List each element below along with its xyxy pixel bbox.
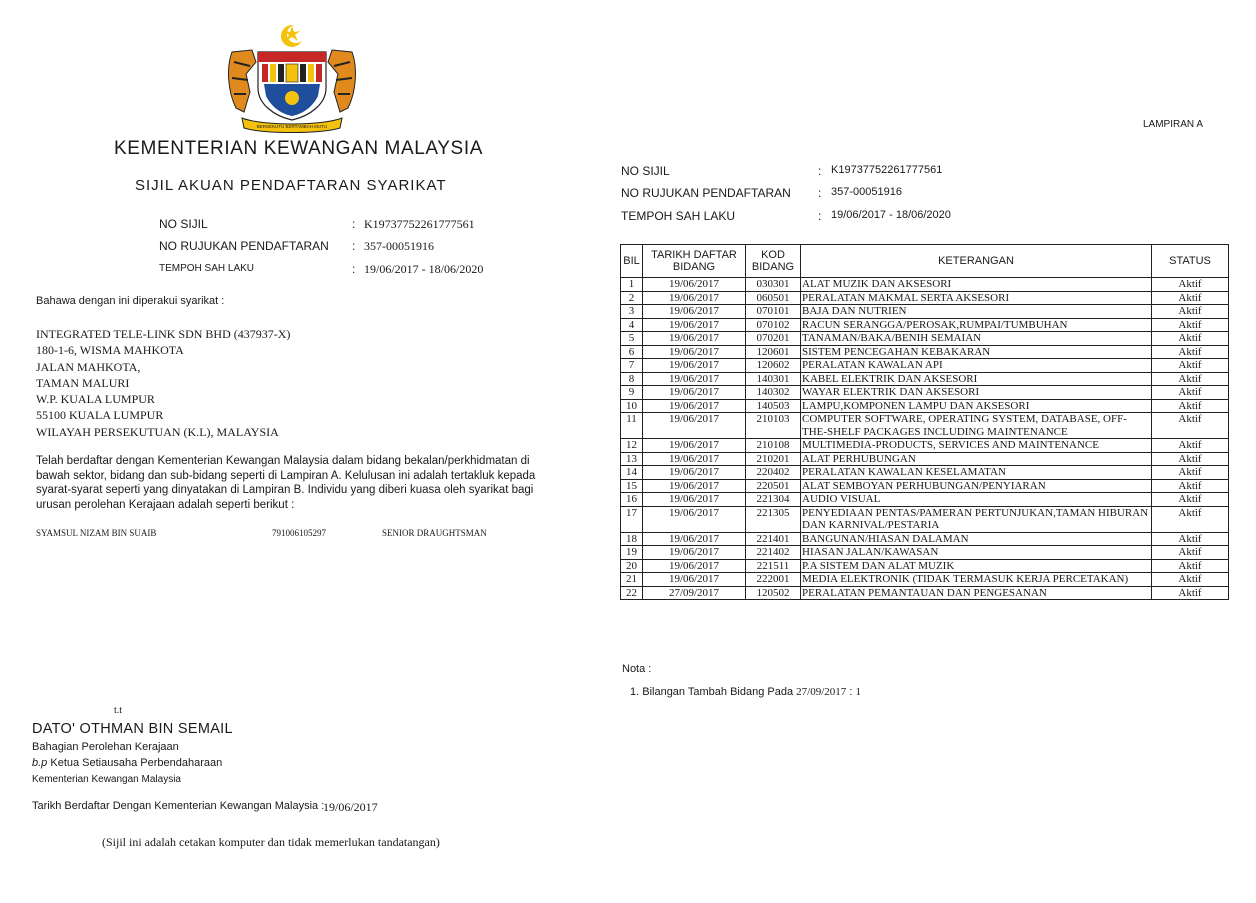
- table-row: [621, 332, 1229, 346]
- table-row: [621, 586, 1229, 600]
- nota-item-count: 1: [855, 686, 861, 698]
- signer-line-1: Bahagian Perolehan Kerajaan: [32, 741, 179, 753]
- company-line: 180-1-6, WISMA MAHKOTA: [36, 343, 184, 358]
- cell-keterangan: PERALATAN KAWALAN KESELAMATAN: [801, 466, 1152, 480]
- cell-tarikh: 19/06/2017: [643, 332, 746, 346]
- no-rujukan-label: NO RUJUKAN PENDAFTARAN: [621, 186, 791, 200]
- cell-kod: 140302: [746, 386, 801, 400]
- tt-mark: t.t: [114, 705, 123, 716]
- table-row: [621, 559, 1229, 573]
- cell-keterangan: MULTIMEDIA-PRODUCTS, SERVICES AND MAINTENANCE: [801, 439, 1152, 453]
- cell-bil: 6: [621, 345, 643, 359]
- signer-name: DATO' OTHMAN BIN SEMAIL: [32, 721, 233, 737]
- tempoh-label: TEMPOH SAH LAKU: [621, 209, 736, 223]
- cell-keterangan: BAJA DAN NUTRIEN: [801, 305, 1152, 319]
- cell-tarikh: 19/06/2017: [643, 386, 746, 400]
- cell-bil: 19: [621, 546, 643, 560]
- no-sijil-value: K19737752261777561: [364, 217, 475, 231]
- cell-status: Aktif: [1152, 278, 1229, 292]
- cell-keterangan: RACUN SERANGGA/PEROSAK,RUMPAI/TUMBUHAN: [801, 318, 1152, 332]
- table-row: [621, 546, 1229, 560]
- cell-keterangan: PENYEDIAAN PENTAS/PAMERAN PERTUNJUKAN,TAMAN HIBURAN DAN KARNIVAL/PESTARIA: [801, 506, 1152, 532]
- signer-line-2: [32, 757, 222, 769]
- cell-kod: 140301: [746, 372, 801, 386]
- colon: :: [352, 239, 356, 253]
- bp-prefix: b.p: [32, 757, 48, 769]
- company-line: TAMAN MALURI: [36, 375, 130, 390]
- registration-date-label: Tarikh Berdaftar Dengan Kementerian Kewangan Malaysia :: [32, 800, 325, 812]
- cell-bil: 2: [621, 291, 643, 305]
- cell-bil: 17: [621, 506, 643, 532]
- registration-paragraph: Telah berdaftar dengan Kementerian Kewangan Malaysia dalam bidang bekalan/perkhidmatan di bawah sektor, bidang dan sub-bidang seperti di Lampiran A. Kelulusan ini adalah tertakluk kepada syarat-syarat seperti yang dinyatakan di Lampiran B. Individu yang diberi kuasa oleh syarikat bagi urusan perolehan Kerajaan adalah seperti berikut :: [36, 455, 536, 511]
- cell-keterangan: PERALATAN KAWALAN API: [801, 359, 1152, 373]
- cell-keterangan: BANGUNAN/HIASAN DALAMAN: [801, 532, 1152, 546]
- certificate-title: SIJIL AKUAN PENDAFTARAN SYARIKAT: [135, 177, 447, 194]
- cell-kod: 221401: [746, 532, 801, 546]
- crest-motto: BERSEKUTU BERTAMBAH MUTU: [256, 124, 328, 129]
- cell-bil: 9: [621, 386, 643, 400]
- cell-keterangan: PERALATAN MAKMAL SERTA AKSESORI: [801, 291, 1152, 305]
- table-row: [621, 345, 1229, 359]
- table-row: [621, 452, 1229, 466]
- nota-item: [630, 686, 861, 698]
- cell-status: Aktif: [1152, 573, 1229, 587]
- table-row: [621, 386, 1229, 400]
- col-header-bil: BIL: [621, 245, 643, 278]
- cell-status: Aktif: [1152, 506, 1229, 532]
- cell-keterangan: MEDIA ELEKTRONIK (TIDAK TERMASUK KERJA PERCETAKAN): [801, 573, 1152, 587]
- cell-status: Aktif: [1152, 559, 1229, 573]
- table-row: [621, 573, 1229, 587]
- cell-bil: 18: [621, 532, 643, 546]
- cell-keterangan: ALAT SEMBOYAN PERHUBUNGAN/PENYIARAN: [801, 479, 1152, 493]
- cell-kod: 210201: [746, 452, 801, 466]
- cell-bil: 11: [621, 413, 643, 439]
- tempoh-value: 19/06/2017 - 18/06/2020: [831, 209, 951, 221]
- sector-table-body: [621, 278, 1229, 600]
- cell-kod: 221402: [746, 546, 801, 560]
- colon: :: [818, 186, 822, 200]
- cell-tarikh: 19/06/2017: [643, 278, 746, 292]
- col-header-status: STATUS: [1152, 245, 1229, 278]
- cell-bil: 1: [621, 278, 643, 292]
- colon: :: [818, 164, 822, 178]
- authorized-person-name: SYAMSUL NIZAM BIN SUAIB: [36, 528, 157, 538]
- cell-status: Aktif: [1152, 372, 1229, 386]
- cell-bil: 20: [621, 559, 643, 573]
- cell-kod: 220501: [746, 479, 801, 493]
- no-rujukan-value: 357-00051916: [831, 186, 902, 198]
- table-row: [621, 506, 1229, 532]
- cell-tarikh: 27/09/2017: [643, 586, 746, 600]
- table-row: [621, 291, 1229, 305]
- cell-kod: 030301: [746, 278, 801, 292]
- cell-keterangan: ALAT MUZIK DAN AKSESORI: [801, 278, 1152, 292]
- table-row: [621, 479, 1229, 493]
- cell-tarikh: 19/06/2017: [643, 345, 746, 359]
- cell-status: Aktif: [1152, 399, 1229, 413]
- cell-kod: 221305: [746, 506, 801, 532]
- cell-tarikh: 19/06/2017: [643, 573, 746, 587]
- cell-keterangan: PERALATAN PEMANTAUAN DAN PENGESANAN: [801, 586, 1152, 600]
- cell-keterangan: ALAT PERHUBUNGAN: [801, 452, 1152, 466]
- ministry-title: KEMENTERIAN KEWANGAN MALAYSIA: [114, 138, 483, 159]
- cell-bil: 4: [621, 318, 643, 332]
- cell-keterangan: P.A SISTEM DAN ALAT MUZIK: [801, 559, 1152, 573]
- table-row: [621, 399, 1229, 413]
- cell-keterangan: HIASAN JALAN/KAWASAN: [801, 546, 1152, 560]
- cell-tarikh: 19/06/2017: [643, 479, 746, 493]
- cell-tarikh: 19/06/2017: [643, 546, 746, 560]
- tempoh-label: TEMPOH SAH LAKU: [159, 263, 255, 274]
- cell-kod: 070101: [746, 305, 801, 319]
- cell-status: Aktif: [1152, 386, 1229, 400]
- nota-item-colon: :: [849, 686, 853, 698]
- cell-status: Aktif: [1152, 439, 1229, 453]
- company-line: W.P. KUALA LUMPUR: [36, 392, 155, 407]
- cell-bil: 8: [621, 372, 643, 386]
- cell-status: Aktif: [1152, 466, 1229, 480]
- col-header-kod: KOD BIDANG: [746, 245, 801, 278]
- nota-item-date: 27/09/2017: [796, 686, 847, 698]
- no-sijil-value: K19737752261777561: [831, 164, 943, 176]
- table-row: [621, 493, 1229, 507]
- company-line: JALAN MAHKOTA,: [36, 359, 141, 374]
- lampiran-label: LAMPIRAN A: [1143, 119, 1204, 130]
- cell-status: Aktif: [1152, 493, 1229, 507]
- colon: :: [352, 217, 356, 231]
- cell-tarikh: 19/06/2017: [643, 291, 746, 305]
- cell-status: Aktif: [1152, 479, 1229, 493]
- cell-kod: 140503: [746, 399, 801, 413]
- cell-tarikh: 19/06/2017: [643, 452, 746, 466]
- company-line: WILAYAH PERSEKUTUAN (K.L), MALAYSIA: [36, 424, 279, 439]
- cell-kod: 120601: [746, 345, 801, 359]
- no-rujukan-value: 357-00051916: [364, 239, 434, 253]
- cell-status: Aktif: [1152, 305, 1229, 319]
- malaysia-coat-of-arms-icon: [222, 22, 362, 134]
- table-row: [621, 413, 1229, 439]
- no-sijil-label: NO SIJIL: [621, 164, 670, 178]
- signer-line-2-text: Ketua Setiausaha Perbendaharaan: [50, 757, 223, 769]
- no-rujukan-label: NO RUJUKAN PENDAFTARAN: [159, 239, 329, 253]
- table-row: [621, 439, 1229, 453]
- tempoh-value: 19/06/2017 - 18/06/2020: [364, 262, 484, 276]
- cell-tarikh: 19/06/2017: [643, 413, 746, 439]
- cell-kod: 210103: [746, 413, 801, 439]
- cell-kod: 060501: [746, 291, 801, 305]
- cell-bil: 12: [621, 439, 643, 453]
- table-row: [621, 372, 1229, 386]
- nota-item-label: 1. Bilangan Tambah Bidang Pada: [630, 686, 794, 698]
- cell-kod: 221511: [746, 559, 801, 573]
- cell-bil: 3: [621, 305, 643, 319]
- cell-tarikh: 19/06/2017: [643, 372, 746, 386]
- authorized-person-ic: 791006105297: [272, 528, 326, 538]
- cell-tarikh: 19/06/2017: [643, 359, 746, 373]
- col-header-tarikh: TARIKH DAFTAR BIDANG: [643, 245, 746, 278]
- table-row: [621, 359, 1229, 373]
- cell-keterangan: SISTEM PENCEGAHAN KEBAKARAN: [801, 345, 1152, 359]
- cell-bil: 15: [621, 479, 643, 493]
- cell-status: Aktif: [1152, 413, 1229, 439]
- cell-status: Aktif: [1152, 532, 1229, 546]
- table-row: [621, 305, 1229, 319]
- cell-tarikh: 19/06/2017: [643, 399, 746, 413]
- cell-keterangan: TANAMAN/BAKA/BENIH SEMAIAN: [801, 332, 1152, 346]
- cell-bil: 22: [621, 586, 643, 600]
- table-row: [621, 318, 1229, 332]
- cell-bil: 16: [621, 493, 643, 507]
- sector-table: [620, 244, 1229, 600]
- nota-label: Nota :: [622, 663, 652, 675]
- cell-tarikh: 19/06/2017: [643, 318, 746, 332]
- cell-status: Aktif: [1152, 345, 1229, 359]
- table-row: [621, 278, 1229, 292]
- cell-bil: 10: [621, 399, 643, 413]
- company-line: INTEGRATED TELE-LINK SDN BHD (437937-X): [36, 327, 291, 341]
- cell-keterangan: LAMPU,KOMPONEN LAMPU DAN AKSESORI: [801, 399, 1152, 413]
- cell-keterangan: KABEL ELEKTRIK DAN AKSESORI: [801, 372, 1152, 386]
- company-address: [36, 326, 290, 440]
- table-row: [621, 466, 1229, 480]
- cell-tarikh: 19/06/2017: [643, 439, 746, 453]
- registration-date-value: 19/06/2017: [323, 800, 378, 814]
- company-line: 55100 KUALA LUMPUR: [36, 408, 164, 423]
- cell-keterangan: COMPUTER SOFTWARE, OPERATING SYSTEM, DATABASE, OFF-THE-SHELF PACKAGES INCLUDING MAINTENANCE: [801, 413, 1152, 439]
- cell-status: Aktif: [1152, 291, 1229, 305]
- footer-note: (Sijil ini adalah cetakan komputer dan tidak memerlukan tandatangan): [102, 835, 440, 849]
- cell-tarikh: 19/06/2017: [643, 532, 746, 546]
- no-sijil-label: NO SIJIL: [159, 217, 208, 231]
- cell-bil: 7: [621, 359, 643, 373]
- signer-line-3: Kementerian Kewangan Malaysia: [32, 774, 181, 785]
- colon: :: [352, 262, 356, 276]
- authorized-person-position: SENIOR DRAUGHTSMAN: [382, 528, 487, 538]
- cell-kod: 221304: [746, 493, 801, 507]
- cell-status: Aktif: [1152, 546, 1229, 560]
- table-row: [621, 532, 1229, 546]
- cell-tarikh: 19/06/2017: [643, 493, 746, 507]
- cell-keterangan: WAYAR ELEKTRIK DAN AKSESORI: [801, 386, 1152, 400]
- cell-bil: 13: [621, 452, 643, 466]
- cell-kod: 222001: [746, 573, 801, 587]
- cell-kod: 070201: [746, 332, 801, 346]
- cell-kod: 120502: [746, 586, 801, 600]
- col-header-keterangan: KETERANGAN: [801, 245, 1152, 278]
- cell-bil: 14: [621, 466, 643, 480]
- cell-keterangan: AUDIO VISUAL: [801, 493, 1152, 507]
- cell-bil: 21: [621, 573, 643, 587]
- cell-kod: 120602: [746, 359, 801, 373]
- cell-bil: 5: [621, 332, 643, 346]
- cell-kod: 220402: [746, 466, 801, 480]
- cell-kod: 070102: [746, 318, 801, 332]
- cell-tarikh: 19/06/2017: [643, 466, 746, 480]
- cell-kod: 210108: [746, 439, 801, 453]
- table-header-row: [621, 245, 1229, 278]
- cell-status: Aktif: [1152, 586, 1229, 600]
- cell-status: Aktif: [1152, 452, 1229, 466]
- colon: :: [818, 209, 822, 223]
- cell-status: Aktif: [1152, 332, 1229, 346]
- cell-tarikh: 19/06/2017: [643, 506, 746, 532]
- cell-tarikh: 19/06/2017: [643, 559, 746, 573]
- declaration-text: Bahawa dengan ini diperakui syarikat :: [36, 295, 225, 307]
- cell-status: Aktif: [1152, 359, 1229, 373]
- cell-tarikh: 19/06/2017: [643, 305, 746, 319]
- cell-status: Aktif: [1152, 318, 1229, 332]
